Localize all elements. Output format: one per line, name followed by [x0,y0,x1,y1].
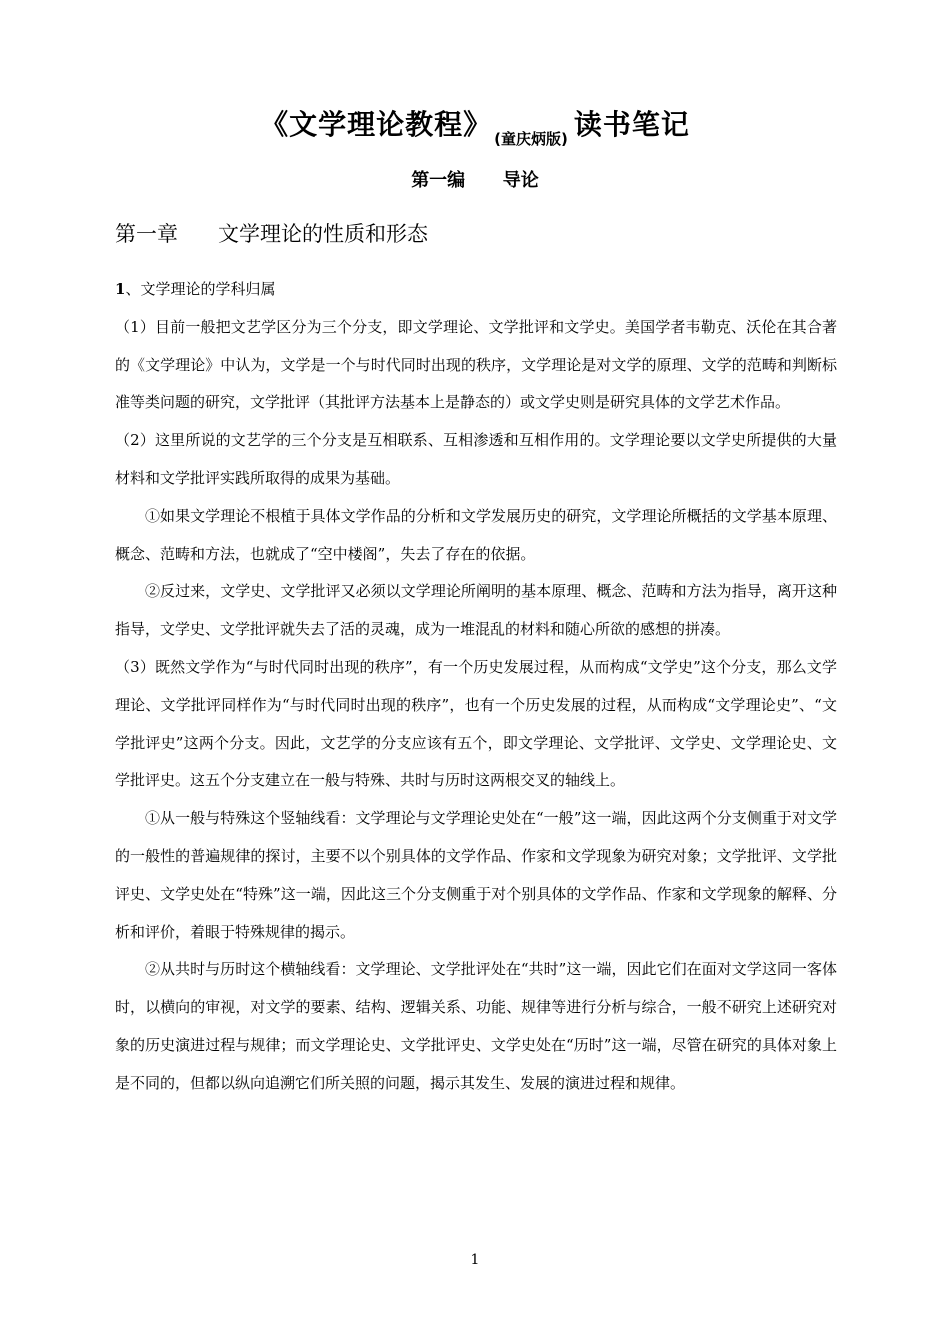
paragraph: ①从一般与特殊这个竖轴线看：文学理论与文学理论史处在“一般”这一端，因此这两个分支侧重于对文学的一般性的普遍规律的探讨，主要不以个别具体的文学作品、作家和文学现象为研究对象；文学批评、文学批评史、文学史处在“特殊”这一端，因此这三个分支侧重于对个别具体的文学作品、作家和文学现象的解释、分析和评价，着眼于特殊规律的揭示。 [115,809,837,941]
paragraph: （1）目前一般把文艺学区分为三个分支，即文学理论、文学批评和文学史。美国学者韦勒克、沃伦在其合著的《文学理论》中认为，文学是一个与时代同时出现的秩序，文学理论是对文学的原理、文学的范畴和判断标准等类问题的研究，文学批评（其批评方法基本上是静态的）或文学史则是研究具体的文学艺术作品。 [115,317,837,412]
paragraph: ②从共时与历时这个横轴线看：文学理论、文学批评处在“共时”这一端，因此它们在面对文学这同一客体时，以横向的审视，对文学的要素、结构、逻辑关系、功能、规律等进行分析与综合，一般不研究上述研究对象的历史演进过程与规律；而文学理论史、文学批评史、文学史处在“历时”这一端，尽管在研究的具体对象上是不同的，但都以纵向追溯它们所关照的问题，揭示其发生、发展的演进过程和规律。 [115,960,837,1092]
section-heading [115,271,837,309]
title-main: 《文学理论教程》 [260,108,493,141]
title-suffix: 读书笔记 [573,108,690,141]
section-heading-number: 1 [115,280,126,298]
part-heading: 第一编 导论 [411,170,539,191]
title-edition: (童庆炳版) [494,130,568,148]
section-heading-text: 、文学理论的学科归属 [125,280,276,298]
paragraph: （3）既然文学作为“与时代同时出现的秩序”，有一个历史发展过程，从而构成“文学史”这个分支，那么文学理论、文学批评同样作为“与时代同时出现的秩序”，也有一个历史发展的过程，从而构成“文学理论史”、“文学批评史”这两个分支。因此，文艺学的分支应该有五个，即文学理论、文学批评、文学史、文学理论史、文学批评史。这五个分支建立在一般与特殊、共时与历时这两根交叉的轴线上。 [115,657,837,790]
page-number: 1 [470,1252,480,1268]
paragraph: ②反过来，文学史、文学批评又必须以文学理论所阐明的基本原理、概念、范畴和方法为指导，离开这种指导，文学史、文学批评就失去了活的灵魂，成为一堆混乱的材料和随心所欲的感想的拼凑。 [115,582,837,639]
paragraph: （2）这里所说的文艺学的三个分支是互相联系、互相渗透和互相作用的。文学理论要以文学史所提供的大量材料和文学批评实践所取得的成果为基础。 [115,431,837,487]
document-body [115,271,837,1103]
document-title [0,105,950,149]
paragraph: ①如果文学理论不根植于具体文学作品的分析和文学发展历史的研究，文学理论所概括的文学基本原理、概念、范畴和方法，也就成了“空中楼阁”，失去了存在的依据。 [115,506,837,563]
chapter-heading: 第一章 文学理论的性质和形态 [115,222,429,246]
